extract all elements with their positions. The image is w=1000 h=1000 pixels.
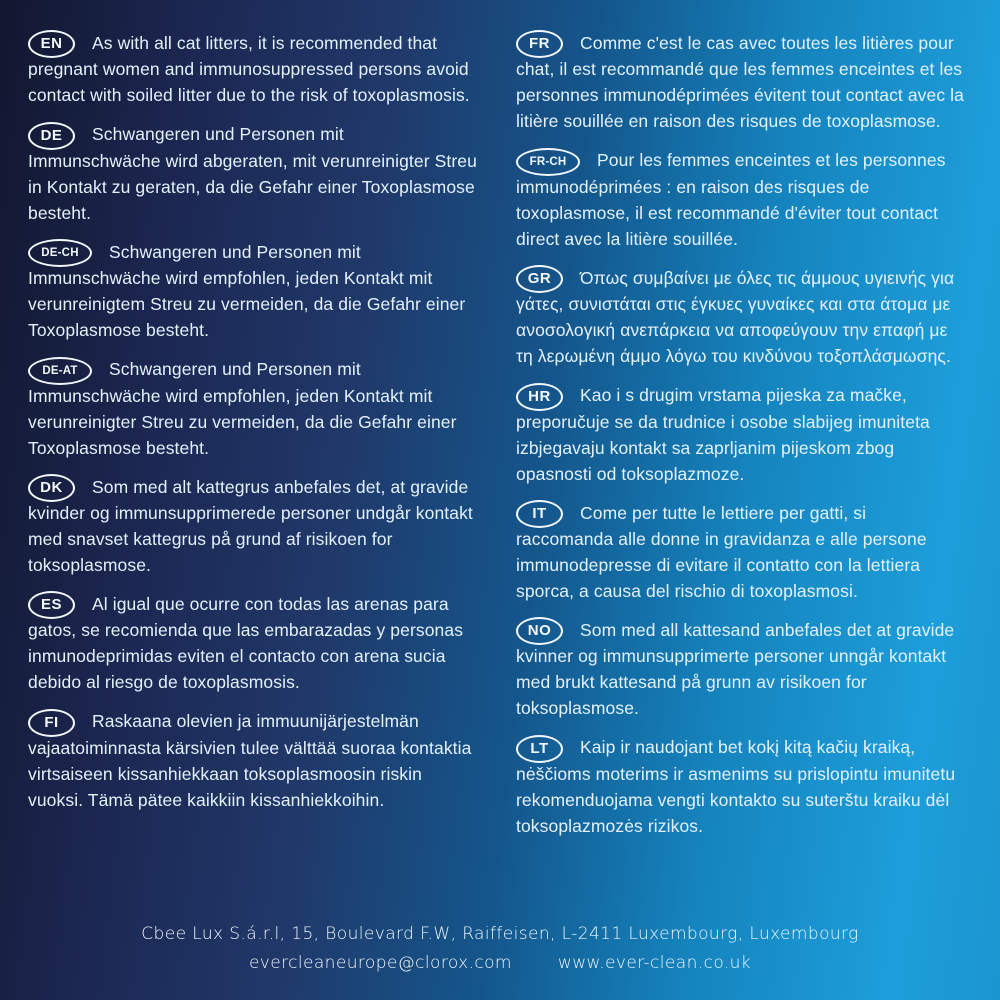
language-section-dk xyxy=(28,474,478,578)
company-address: Cbee Lux S.á.r.l, 15, Boulevard F.W, Raiffeisen, L-2411 Luxembourg, Luxembourg xyxy=(141,924,859,944)
warning-column-right xyxy=(516,30,966,852)
language-section-no xyxy=(516,617,966,721)
warning-text: Come per tutte le lettiere per gatti, si raccomanda alle donne in gravidanza e alle persone immunodepresse di evitare il contatto con la lettiera sporca, a causa del rischio di toxoplasmosi. xyxy=(516,502,927,601)
warning-text: Comme c'est le cas avec toutes les litières pour chat, il est recommandé que les femmes enceintes et les personnes immunodéprimées évitent tout contact avec la litière souillée en raison des risques de toxoplasmose. xyxy=(516,33,965,132)
language-code-badge: ES xyxy=(28,591,75,619)
language-code-badge: DK xyxy=(28,474,75,502)
footer-contacts xyxy=(0,949,1000,978)
warning-text: Pour les femmes enceintes et les personnes immunodéprimées : en raison des risques de toxoplasmose, il est recommandé d'éviter tout contact direct avec la litière souillée. xyxy=(516,150,946,249)
language-code-badge: FI xyxy=(28,709,75,737)
language-code-badge: FR-CH xyxy=(516,148,580,176)
warning-text: Όπως συμβαίνει με όλες τις άμμους υγιεινής για γάτες, συνιστάται στις έγκυες γυναίκες και στα άτομα με ανοσολογική ανεπάρκεια να αποφεύγουν την επαφή με τη λερωμένη άμμο λόγω του κινδύνου τοξοπλάσμωσης. xyxy=(516,267,955,367)
language-code-badge: GR xyxy=(516,265,563,293)
contact-email: evercleaneurope@clorox.com xyxy=(248,953,512,973)
warning-text: Kaip ir naudojant bet kokį kitą kačių kraiką, nėščioms moterims ir asmenims su prislopintu imunitetu rekomenduojama vengti kontakto su suterštu kraiku dėl toksoplazmozės rizikos. xyxy=(516,737,956,836)
warning-text: As with all cat litters, it is recommended that pregnant women and immunosuppressed persons avoid contact with soiled litter due to the risk of toxoplasmosis. xyxy=(28,33,470,106)
warning-text: Raskaana olevien ja immuunijärjestelmän vajaatoiminnasta kärsivien tulee välttää suoraa kontaktia virtsaiseen kissanhiekkaan toksoplasmoosin riskin vuoksi. Tämä pätee kaikkiin kissanhiekkoihin. xyxy=(28,711,472,810)
language-section-hr xyxy=(516,382,966,486)
language-code-badge: DE-AT xyxy=(28,357,92,385)
language-code-badge: DE xyxy=(28,122,75,150)
language-section-it xyxy=(516,500,966,604)
warning-text: Som med all kattesand anbefales det at gravide kvinner og immunsupprimerte personer unngår kontakt med brukt kattesand på grunn av risikoen for toksoplasmose. xyxy=(516,619,955,719)
language-section-gr xyxy=(516,265,966,369)
language-section-fi xyxy=(28,708,478,812)
warning-text: Al igual que ocurre con todas las arenas para gatos, se recomienda que las embarazadas y personas inmunodeprimidas eviten el contacto con arena sucia debido al riesgo de toxoplasmosis. xyxy=(28,593,464,693)
warning-text: Som med alt kattegrus anbefales det, at gravide kvinder og immunsupprimerede personer undgår kontakt med snavset kattegrus på grund af risikoen for toksoplasmose. xyxy=(28,476,473,575)
language-code-badge: LT xyxy=(516,735,563,763)
language-code-badge: NO xyxy=(516,617,563,645)
warning-text: Schwangeren und Personen mit Immunschwäche wird empfohlen, jeden Kontakt mit verunreinigtem Streu zu vermeiden, da die Gefahr einer Toxoplasmose besteht. xyxy=(28,241,466,341)
language-section-es xyxy=(28,591,478,695)
language-section-de xyxy=(28,121,478,225)
warning-text: Schwangeren und Personen mit Immunschwäche wird empfohlen, jeden Kontakt mit verunreinigter Streu zu vermeiden, da die Gefahr einer Toxoplasmose besteht. xyxy=(28,359,457,458)
language-section-fr xyxy=(516,30,966,134)
language-code-badge: EN xyxy=(28,30,75,58)
language-code-badge: DE-CH xyxy=(28,239,92,267)
language-section-fr-ch xyxy=(516,147,966,251)
warning-text: Kao i s drugim vrstama pijeska za mačke, preporučuje se da trudnice i osobe slabijeg imuniteta izbjegavaju kontakt sa zaprljanim pijeskom zbog opasnosti od toksoplazmoze. xyxy=(516,385,930,484)
warning-column-left xyxy=(28,30,478,852)
language-code-badge: FR xyxy=(516,30,563,58)
language-section-de-ch xyxy=(28,239,478,343)
language-section-lt xyxy=(516,734,966,838)
language-section-de-at xyxy=(28,356,478,460)
language-code-badge: IT xyxy=(516,500,563,528)
language-section-en xyxy=(28,30,478,108)
website-url: www.ever-clean.co.uk xyxy=(557,953,752,973)
language-code-badge: HR xyxy=(516,383,563,411)
warning-text: Schwangeren und Personen mit Immunschwäche wird abgeraten, mit verunreinigter Streu in Kontakt zu geraten, da die Gefahr einer Toxoplasmose besteht. xyxy=(28,124,477,223)
footer xyxy=(0,920,1000,978)
